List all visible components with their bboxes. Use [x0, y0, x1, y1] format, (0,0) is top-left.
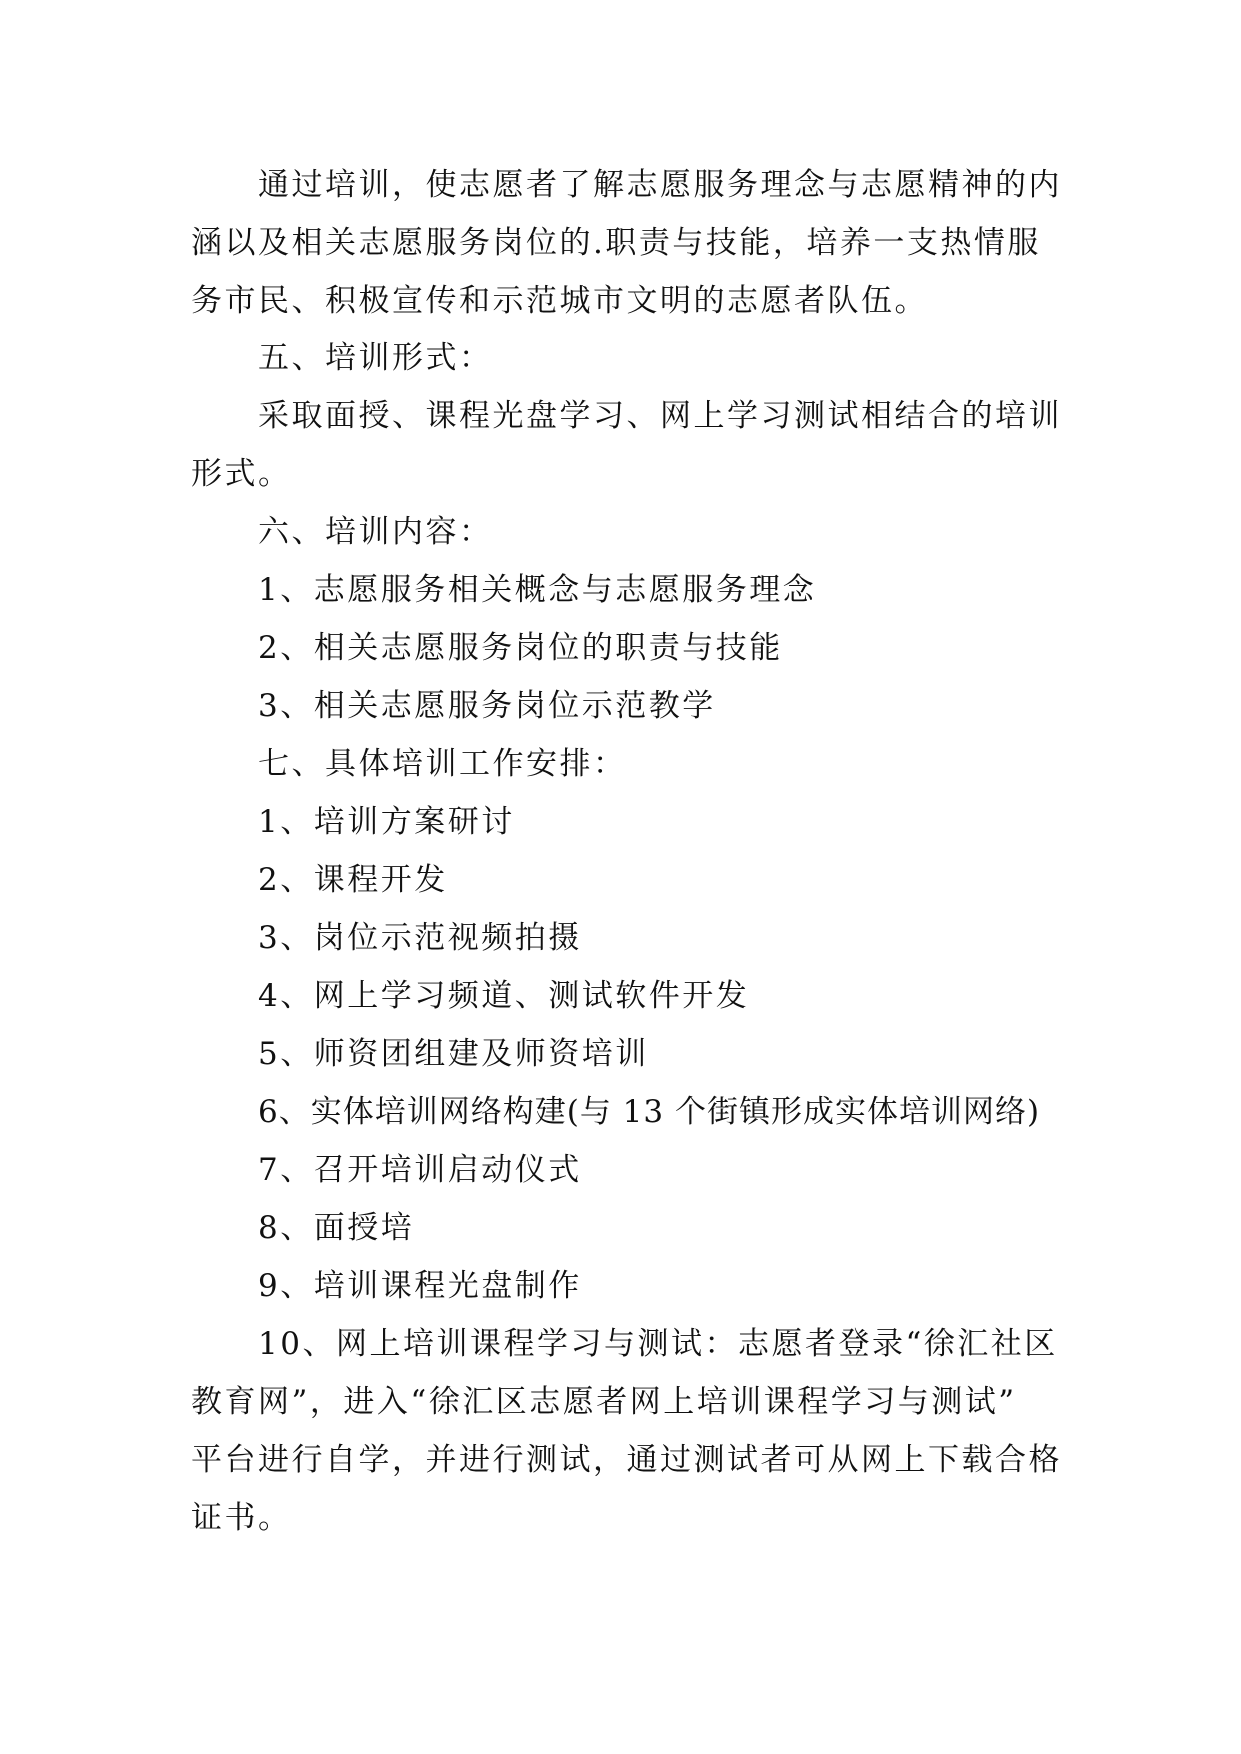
section-heading: 七、具体培训工作安排： [258, 746, 627, 782]
list-item: 3、相关志愿服务岗位示范教学 [258, 688, 716, 724]
list-item: 5、师资团组建及师资培训 [258, 1036, 649, 1072]
list-item: 10、网上培训课程学习与测试：志愿者登录“徐汇社区 [258, 1326, 1058, 1362]
text-line: 教育网”，进入“徐汇区志愿者网上培训课程学习与测试” [191, 1384, 1017, 1420]
section-heading: 五、培训形式： [258, 340, 493, 376]
list-item: 4、网上学习频道、测试软件开发 [258, 978, 750, 1014]
list-item: 9、培训课程光盘制作 [258, 1268, 582, 1304]
list-item: 2、课程开发 [258, 862, 448, 898]
list-item: 7、召开培训启动仪式 [258, 1152, 582, 1188]
text-line: 采取面授、课程光盘学习、网上学习测试相结合的培训 [258, 398, 1062, 434]
section-heading: 六、培训内容： [258, 514, 493, 550]
list-item: 1、志愿服务相关概念与志愿服务理念 [258, 572, 817, 608]
text-line: 证书。 [191, 1500, 292, 1536]
list-item: 1、培训方案研讨 [258, 804, 515, 840]
text-line: 通过培训，使志愿者了解志愿服务理念与志愿精神的内 [258, 167, 1062, 203]
list-item: 8、面授培 [258, 1210, 415, 1246]
list-item: 2、相关志愿服务岗位的职责与技能 [258, 630, 783, 666]
text-line: 平台进行自学，并进行测试，通过测试者可从网上下载合格 [191, 1442, 1062, 1478]
text-line: 形式。 [191, 456, 292, 492]
list-item: 3、岗位示范视频拍摄 [258, 920, 582, 956]
text-line: 涵以及相关志愿服务岗位的.职责与技能，培养一支热情服 [191, 225, 1041, 261]
text-line: 务市民、积极宣传和示范城市文明的志愿者队伍。 [191, 283, 928, 319]
list-item: 6、实体培训网络构建(与 13 个街镇形成实体培训网络) [258, 1094, 1041, 1130]
